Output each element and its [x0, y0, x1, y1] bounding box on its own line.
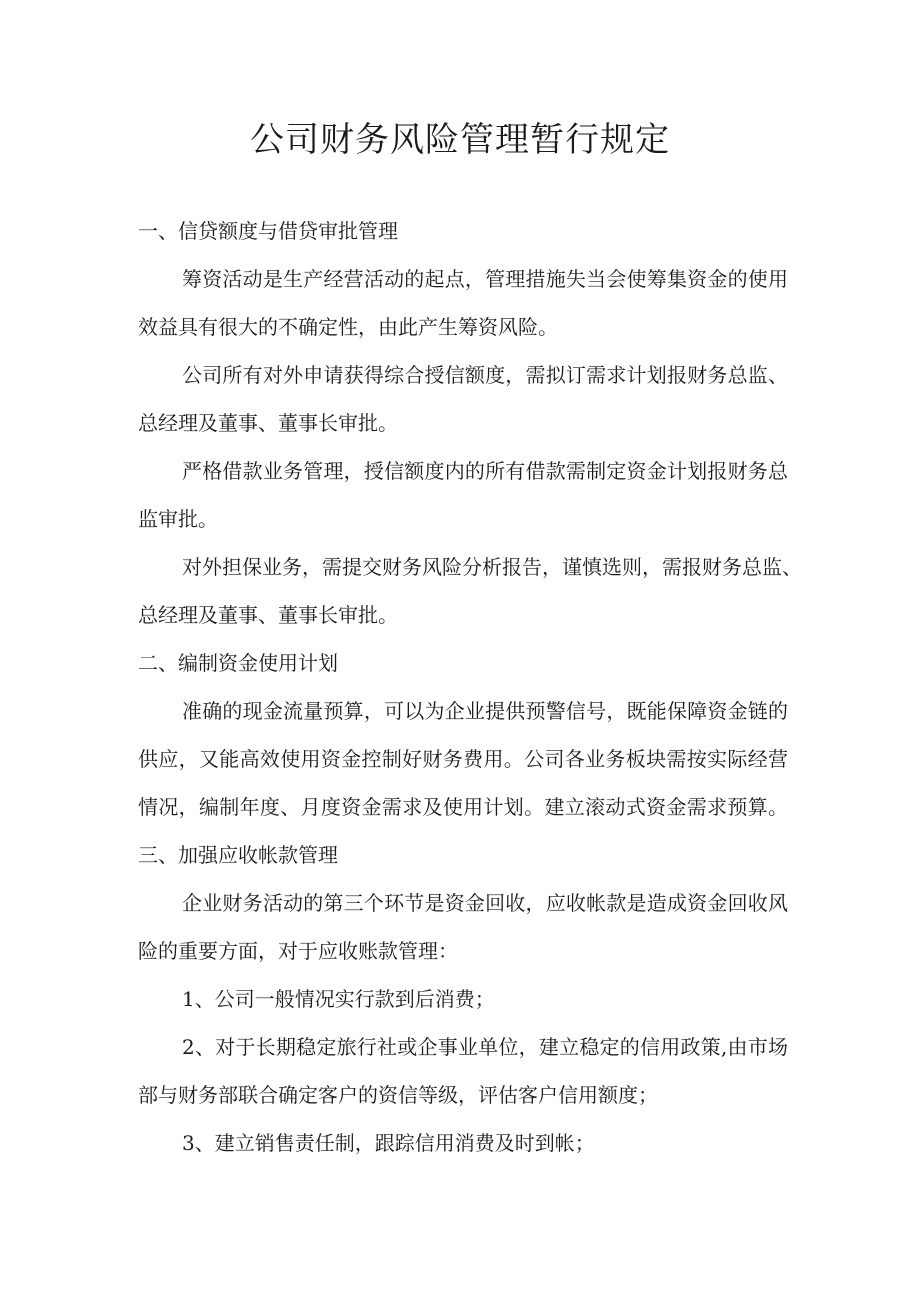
paragraph-line: 总经理及董事、董事长审批。 [138, 603, 398, 627]
paragraph-line: 监审批。 [138, 507, 218, 531]
section-heading-3: 三、加强应收帐款管理 [138, 843, 338, 867]
list-item: 3、建立销售责任制，跟踪信用消费及时到帐； [182, 1131, 595, 1155]
document-title: 公司财务风险管理暂行规定 [250, 120, 670, 160]
paragraph-line: 准确的现金流量预算，可以为企业提供预警信号，既能保障资金链的 [182, 699, 788, 723]
list-item: 1、公司一般情况实行款到后消费； [182, 987, 495, 1011]
paragraph-line: 供应，又能高效使用资金控制好财务费用。公司各业务板块需按实际经营 [138, 747, 788, 771]
paragraph-line: 总经理及董事、董事长审批。 [138, 411, 398, 435]
paragraph-line: 对外担保业务，需提交财务风险分析报告，谨慎选则，需报财务总监、 [182, 555, 802, 579]
paragraph-line: 险的重要方面，对于应收账款管理： [138, 939, 458, 963]
paragraph-line: 企业财务活动的第三个环节是资金回收，应收帐款是造成资金回收风 [182, 891, 788, 915]
paragraph-line: 效益具有很大的不确定性，由此产生筹资风险。 [138, 315, 558, 339]
paragraph-line: 情况，编制年度、月度资金需求及使用计划。建立滚动式资金需求预算。 [138, 795, 788, 819]
section-heading-1: 一、信贷额度与借贷审批管理 [138, 219, 398, 243]
section-heading-2: 二、编制资金使用计划 [138, 651, 338, 675]
list-item-continuation: 部与财务部联合确定客户的资信等级，评估客户信用额度； [138, 1083, 658, 1107]
paragraph-line: 公司所有对外申请获得综合授信额度，需拟订需求计划报财务总监、 [182, 363, 788, 387]
document-body [138, 207, 802, 1167]
list-item: 2、对于长期稳定旅行社或企事业单位，建立稳定的信用政策,由市场 [182, 1035, 788, 1059]
paragraph-line: 筹资活动是生产经营活动的起点，管理措施失当会使筹集资金的使用 [182, 267, 788, 291]
paragraph-line: 严格借款业务管理，授信额度内的所有借款需制定资金计划报财务总 [182, 459, 788, 483]
